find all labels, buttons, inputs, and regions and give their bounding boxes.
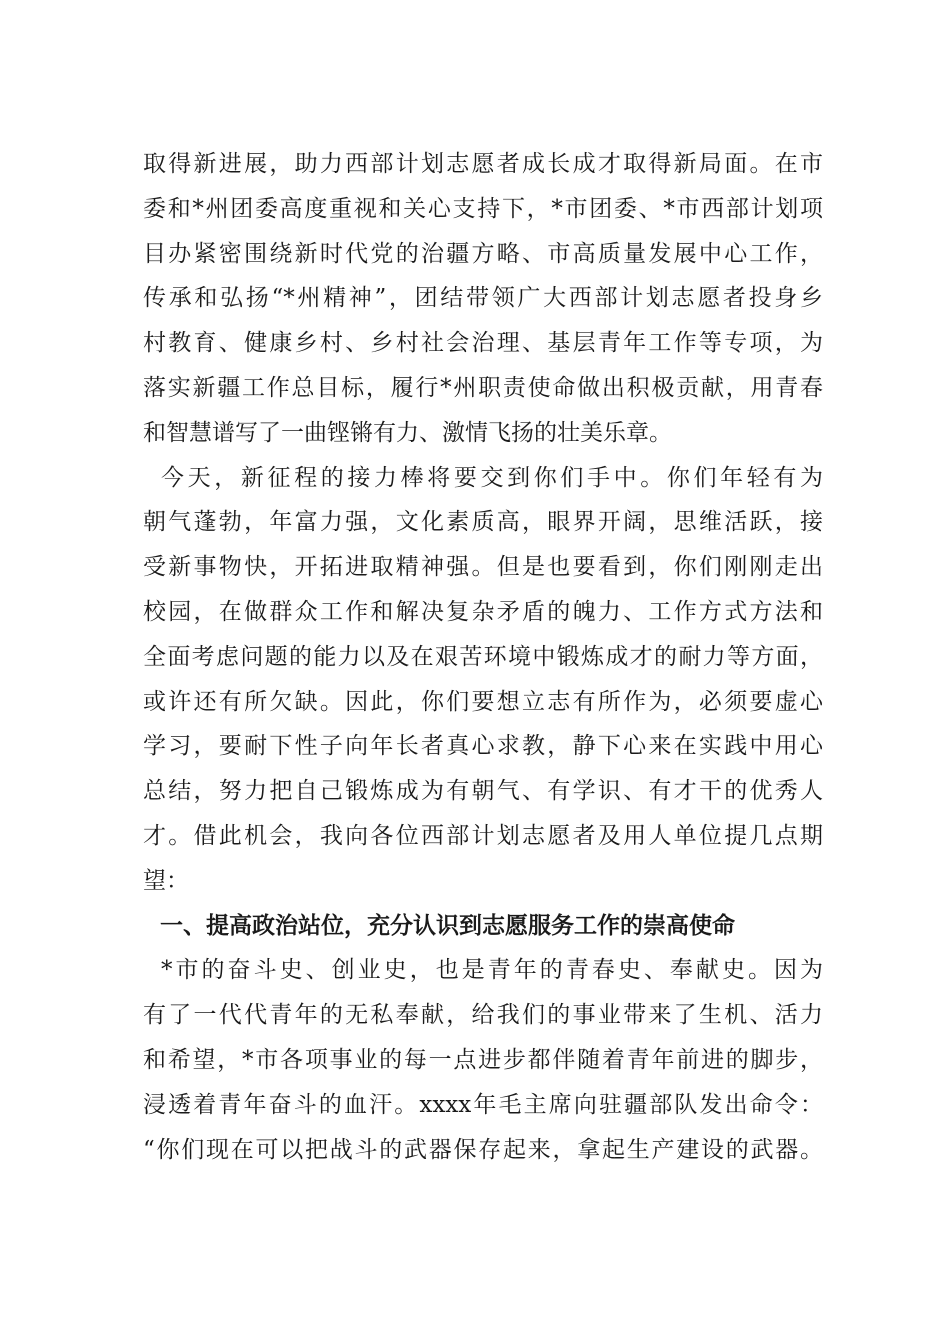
text-line: 受新事物快，开拓进取精神强。但是也要看到，你们刚刚走出 (143, 554, 823, 581)
text-line: 朝气蓬勃，年富力强，文化素质高，眼界开阔，思维活跃，接 (143, 509, 823, 536)
text-line: 和希望，*市各项事业的每一点进步都伴随着青年前进的脚步， (143, 1046, 823, 1073)
text-line: 委和*州团委高度重视和关心支持下，*市团委、*市西部计划项 (143, 195, 823, 222)
text-line: 总结，努力把自己锻炼成为有朝气、有学识、有才干的优秀人 (143, 778, 823, 805)
text-line: 取得新进展，助力西部计划志愿者成长成才取得新局面。在市 (143, 151, 823, 177)
paragraph-achievements (143, 142, 823, 456)
text-line: *市的奋斗史、创业史，也是青年的青春史、奉献史。因为 (161, 957, 823, 984)
text-line: 目办紧密围绕新时代党的治疆方略、市高质量发展中心工作， (143, 240, 823, 267)
text-line: 全面考虑问题的能力以及在艰苦环境中锻炼成才的耐力等方面， (143, 643, 823, 670)
text-line: 或许还有所欠缺。因此，你们要想立志有所作为，必须要虚心 (143, 688, 823, 715)
heading-line: 一、提高政治站位，充分认识到志愿服务工作的崇高使命 (160, 912, 735, 939)
text-line: 村教育、健康乡村、乡村社会治理、基层青年工作等专项，为 (143, 330, 823, 357)
text-line: 落实新疆工作总目标，履行*州职责使命做出积极贡献，用青春 (143, 374, 823, 401)
paragraph-expectations (143, 456, 823, 904)
text-line: 传承和弘扬“*州精神”，团结带领广大西部计划志愿者投身乡 (143, 285, 823, 312)
text-line: “你们现在可以把战斗的武器保存起来，拿起生产建设的武器。 (143, 1136, 823, 1163)
text-line: 才。借此机会，我向各位西部计划志愿者及用人单位提几点期 (143, 822, 823, 849)
section-heading (143, 904, 823, 949)
text-line: 望： (143, 867, 189, 894)
text-line: 浸透着青年奋斗的血汗。xxxx年毛主席向驻疆部队发出命令： (143, 1091, 823, 1118)
text-line: 今天，新征程的接力棒将要交到你们手中。你们年轻有为 (161, 464, 823, 491)
text-line: 有了一代代青年的无私奉献，给我们的事业带来了生机、活力 (143, 1002, 823, 1029)
document-page (143, 142, 823, 1172)
paragraph-history (143, 948, 823, 1172)
text-line: 和智慧谱写了一曲铿锵有力、激情飞扬的壮美乐章。 (143, 419, 672, 446)
text-line: 校园，在做群众工作和解决复杂矛盾的魄力、工作方式方法和 (143, 598, 823, 625)
text-line: 学习，要耐下性子向年长者真心求教，静下心来在实践中用心 (143, 733, 823, 760)
